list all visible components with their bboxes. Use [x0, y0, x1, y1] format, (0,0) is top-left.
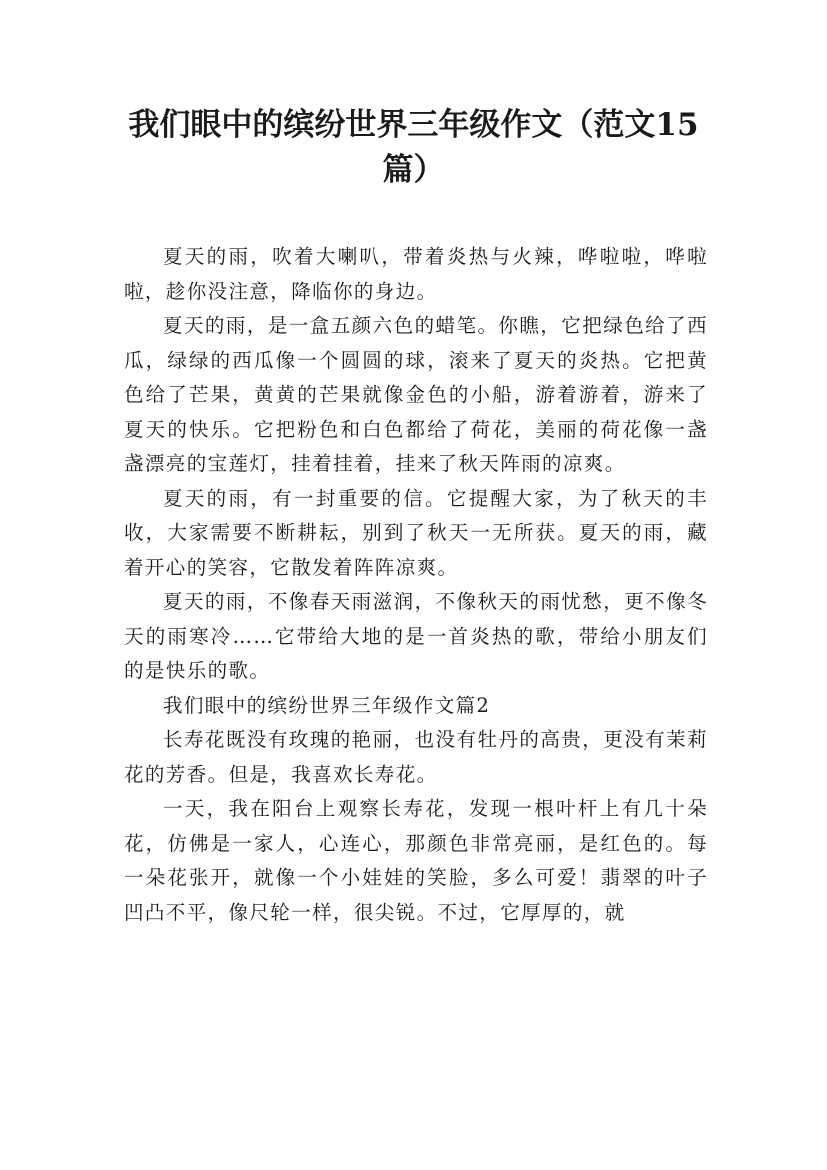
paragraph: 一天，我在阳台上观察长寿花，发现一根叶杆上有几十朵花，仿佛是一家人，心连心，那颜色非常亮丽，是红色的。每一朵花张开，就像一个小娃娃的笑脸，多么可爱！翡翠的叶子凹凸不平，像尺轮一样，很尖锐。不过，它厚厚的，就	[124, 797, 708, 924]
paragraph: 夏天的雨，吹着大喇叭，带着炎热与火辣，哗啦啦，哗啦啦，趁你没注意，降临你的身边。	[124, 245, 708, 303]
section-heading: 我们眼中的缤纷世界三年级作文篇2	[163, 693, 491, 717]
paragraph: 长寿花既没有玫瑰的艳丽，也没有牡丹的高贵，更没有茉莉花的芳香。但是，我喜欢长寿花。	[124, 728, 708, 786]
document-body	[124, 240, 708, 930]
paragraph: 夏天的雨，是一盒五颜六色的蜡笔。你瞧，它把绿色给了西瓜，绿绿的西瓜像一个圆圆的球，滚来了夏天的炎热。它把黄色给了芒果，黄黄的芒果就像金色的小船，游着游着，游来了夏天的快乐。它把粉色和白色都给了荷花，美丽的荷花像一盏盏漂亮的宝莲灯，挂着挂着，挂来了秋天阵雨的凉爽。	[124, 314, 708, 475]
paragraph: 夏天的雨，有一封重要的信。它提醒大家，为了秋天的丰收，大家需要不断耕耘，别到了秋天一无所获。夏天的雨，藏着开心的笑容，它散发着阵阵凉爽。	[124, 486, 708, 579]
paragraph: 夏天的雨，不像春天雨滋润，不像秋天的雨忧愁，更不像冬天的雨寒冷……它带给大地的是一首炎热的歌，带给小朋友们的是快乐的歌。	[124, 590, 708, 682]
document-title: 我们眼中的缤纷世界三年级作文（范文15篇）	[128, 107, 699, 188]
